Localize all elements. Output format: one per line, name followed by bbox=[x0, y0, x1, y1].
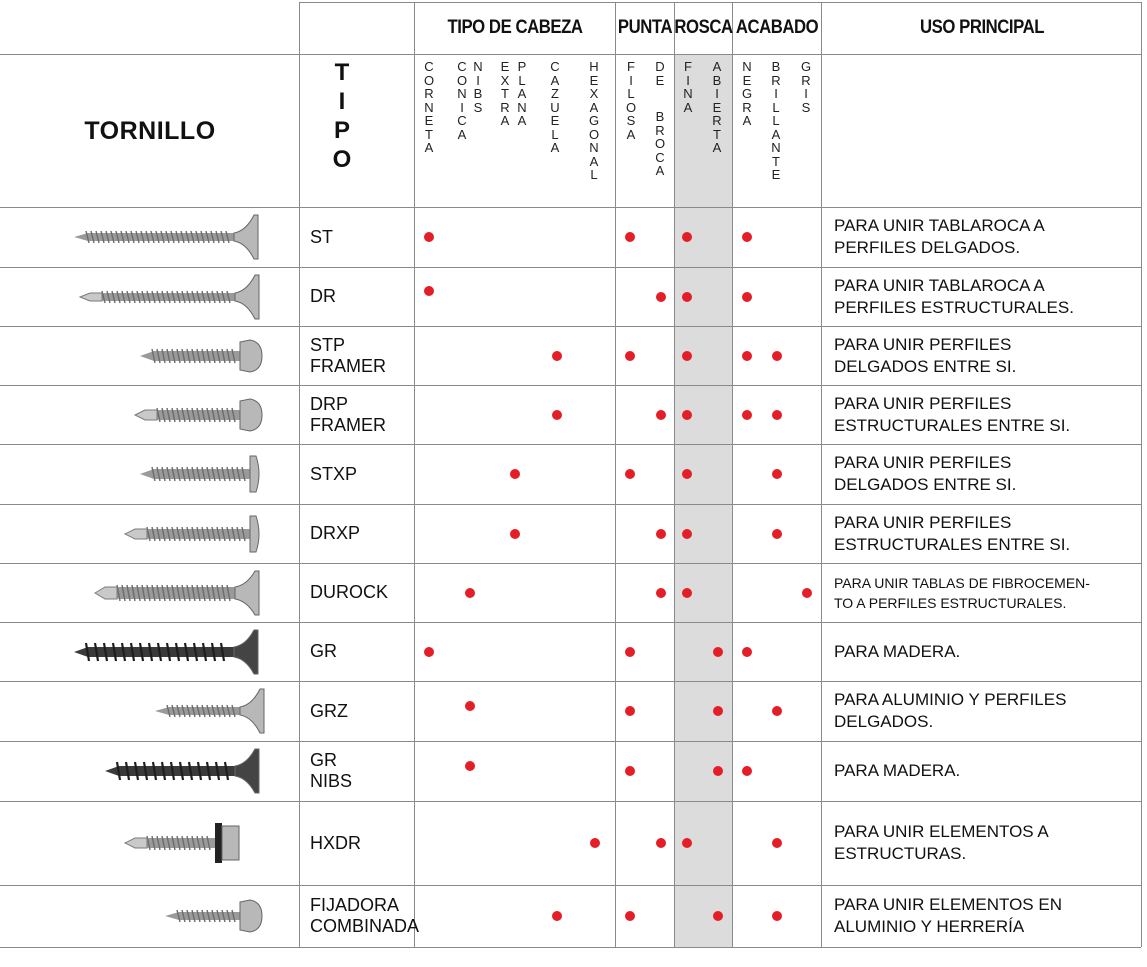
mark-dot-fina bbox=[682, 588, 692, 598]
mark-dot-broca bbox=[656, 838, 666, 848]
mark-dot-filosa bbox=[625, 706, 635, 716]
mark-dot-abierta bbox=[713, 911, 723, 921]
mark-dot-conica bbox=[465, 701, 475, 711]
subheader-cazuela: C A Z U E L A bbox=[550, 59, 560, 155]
screw-type-label: HXDR bbox=[310, 832, 362, 853]
screw-image bbox=[70, 817, 270, 874]
mark-dot-brillante bbox=[772, 351, 782, 361]
mark-dot-brillante bbox=[772, 911, 782, 921]
mark-dot-fina bbox=[682, 838, 692, 848]
screw-image bbox=[70, 211, 270, 268]
screw-type-label: DR bbox=[310, 286, 336, 306]
uso-principal-text: PARA UNIR ELEMENTOS A ESTRUCTURAS. bbox=[834, 822, 1049, 863]
mark-dot-negra bbox=[742, 647, 752, 657]
screw-type-label: GR NIBS bbox=[310, 750, 353, 791]
grid-vline bbox=[732, 2, 733, 947]
header-rosca: ROSCA bbox=[674, 17, 733, 38]
mark-dot-abierta bbox=[713, 647, 723, 657]
mark-dot-brillante bbox=[772, 706, 782, 716]
screw-image bbox=[70, 448, 270, 505]
subheader-nibs: N I B S bbox=[473, 59, 483, 115]
mark-dot-fina bbox=[682, 232, 692, 242]
header-punta: PUNTA bbox=[617, 17, 673, 38]
mark-dot-fina bbox=[682, 469, 692, 479]
subheader-gris: G R I S bbox=[800, 59, 812, 115]
mark-dot-filosa bbox=[625, 232, 635, 242]
screw-image bbox=[70, 271, 270, 328]
mark-dot-negra bbox=[742, 766, 752, 776]
screw-image bbox=[70, 508, 270, 565]
header-tipo-de-cabeza: TIPO DE CABEZA bbox=[447, 17, 583, 38]
subheader-corneta: C O R N E T A bbox=[423, 59, 435, 155]
mark-dot-negra bbox=[742, 410, 752, 420]
mark-dot-filosa bbox=[625, 911, 635, 921]
uso-principal-text: PARA UNIR TABLAS DE FIBROCEMEN- TO A PERFILES ESTRUCTURALES. bbox=[834, 574, 1090, 611]
subheader-brillante: B R I L L A N T E bbox=[771, 59, 781, 182]
mark-dot-gris bbox=[802, 588, 812, 598]
screw-image bbox=[70, 745, 270, 802]
screw-image bbox=[70, 626, 270, 683]
mark-dot-broca bbox=[656, 410, 666, 420]
subheader-conica: C O N I C A bbox=[456, 59, 468, 142]
mark-dot-filosa bbox=[625, 469, 635, 479]
screw-image bbox=[70, 389, 270, 446]
subheader-filosa: F I L O S A bbox=[625, 59, 637, 142]
header-tornillo: TORNILLO bbox=[84, 116, 216, 145]
mark-dot-brillante bbox=[772, 838, 782, 848]
mark-dot-conica bbox=[465, 761, 475, 771]
mark-dot-broca bbox=[656, 292, 666, 302]
uso-principal-text: PARA UNIR PERFILES DELGADOS ENTRE SI. bbox=[834, 453, 1017, 494]
rosca-column-shading bbox=[675, 54, 732, 947]
screw-type-label: FIJADORA COMBINADA bbox=[310, 895, 420, 936]
mark-dot-fina bbox=[682, 351, 692, 361]
mark-dot-negra bbox=[742, 232, 752, 242]
subheader-hexagonal: H E X A G O N A L bbox=[588, 59, 600, 182]
mark-dot-plana bbox=[510, 529, 520, 539]
uso-principal-text: PARA UNIR ELEMENTOS EN ALUMINIO Y HERRERÍA bbox=[834, 895, 1062, 936]
uso-principal-text: PARA ALUMINIO Y PERFILES DELGADOS. bbox=[834, 690, 1067, 731]
mark-dot-filosa bbox=[625, 351, 635, 361]
screw-type-label: ST bbox=[310, 226, 334, 247]
grid-hline bbox=[0, 947, 1141, 948]
mark-dot-filosa bbox=[625, 647, 635, 657]
mark-dot-negra bbox=[742, 351, 752, 361]
screw-image bbox=[70, 330, 270, 387]
subheader-de: D E bbox=[655, 59, 665, 88]
mark-dot-conica bbox=[465, 588, 475, 598]
mark-dot-cazuela bbox=[552, 410, 562, 420]
mark-dot-brillante bbox=[772, 529, 782, 539]
screw-type-label: GR bbox=[310, 641, 337, 661]
mark-dot-abierta bbox=[713, 706, 723, 716]
subheader-plana: P L A N A bbox=[517, 59, 527, 128]
screw-image bbox=[70, 685, 270, 742]
screw-type-label: DRXP bbox=[310, 523, 361, 543]
mark-dot-cazuela bbox=[552, 351, 562, 361]
uso-principal-text: PARA UNIR PERFILES ESTRUCTURALES ENTRE SI. bbox=[834, 393, 1071, 435]
mark-dot-plana bbox=[510, 469, 520, 479]
mark-dot-fina bbox=[682, 410, 692, 420]
subheader-abierta: A B I E R T A bbox=[712, 59, 722, 155]
subheader-fina: F I N A bbox=[683, 59, 693, 115]
screw-type-label: STXP bbox=[310, 463, 358, 484]
grid-vline bbox=[821, 2, 822, 947]
screw-image bbox=[70, 890, 270, 947]
screw-image bbox=[70, 567, 270, 624]
screw-type-label: STP FRAMER bbox=[310, 334, 386, 376]
screw-type-label: DRP FRAMER bbox=[310, 393, 386, 435]
mark-dot-brillante bbox=[772, 410, 782, 420]
header-acabado: ACABADO bbox=[735, 17, 819, 38]
uso-principal-text: PARA MADERA. bbox=[834, 641, 961, 661]
subheader-negra: N E G R A bbox=[741, 59, 753, 128]
mark-dot-fina bbox=[682, 292, 692, 302]
mark-dot-corneta bbox=[424, 647, 434, 657]
uso-principal-text: PARA UNIR TABLAROCA A PERFILES ESTRUCTURALES. bbox=[834, 275, 1074, 317]
mark-dot-broca bbox=[656, 529, 666, 539]
header-tipo: T I P O bbox=[332, 59, 352, 173]
mark-dot-negra bbox=[742, 292, 752, 302]
grid-vline bbox=[1141, 2, 1142, 947]
screw-type-label: DUROCK bbox=[310, 582, 389, 602]
mark-dot-cazuela bbox=[552, 911, 562, 921]
mark-dot-filosa bbox=[625, 766, 635, 776]
screw-type-label: GRZ bbox=[310, 700, 348, 721]
uso-principal-text: PARA UNIR PERFILES ESTRUCTURALES ENTRE SI. bbox=[834, 512, 1071, 554]
header-uso-principal: USO PRINCIPAL bbox=[919, 17, 1045, 38]
grid-vline bbox=[674, 2, 675, 947]
mark-dot-brillante bbox=[772, 469, 782, 479]
uso-principal-text: PARA MADERA. bbox=[834, 761, 961, 780]
subheader-broca: B R O C A bbox=[654, 109, 666, 178]
mark-dot-corneta bbox=[424, 286, 434, 296]
mark-dot-broca bbox=[656, 588, 666, 598]
subheader-extra: E X T R A bbox=[500, 59, 510, 128]
grid-vline bbox=[615, 2, 616, 947]
grid-vline bbox=[414, 2, 415, 947]
uso-principal-text: PARA UNIR PERFILES DELGADOS ENTRE SI. bbox=[834, 334, 1017, 376]
uso-principal-text: PARA UNIR TABLAROCA A PERFILES DELGADOS. bbox=[834, 216, 1045, 257]
mark-dot-abierta bbox=[713, 766, 723, 776]
mark-dot-hexagonal bbox=[590, 838, 600, 848]
mark-dot-corneta bbox=[424, 232, 434, 242]
mark-dot-fina bbox=[682, 529, 692, 539]
